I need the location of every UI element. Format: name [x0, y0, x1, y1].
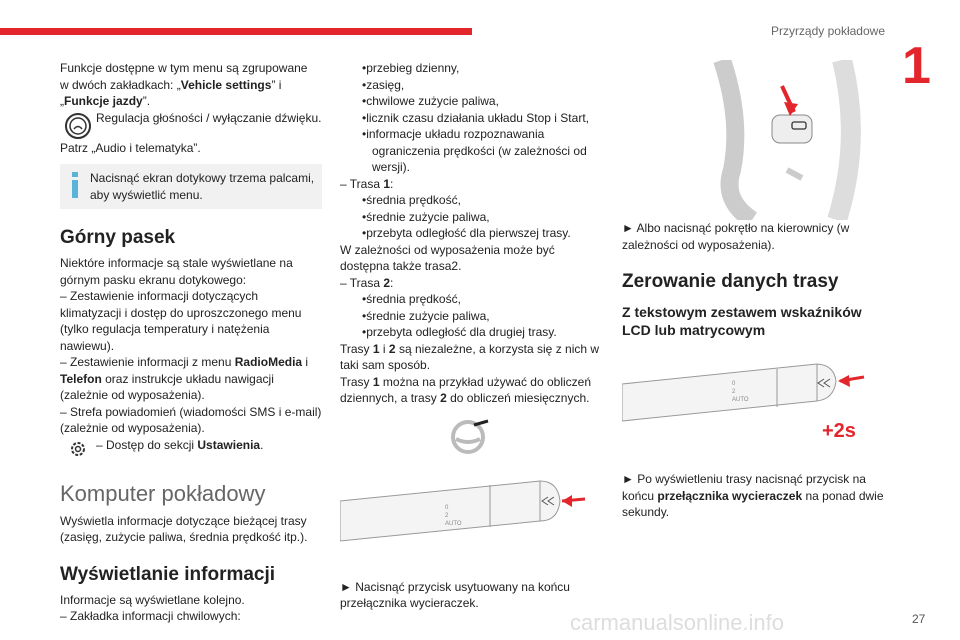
topbar-intro: Niektóre informacje są stale wyświetlane na górnym pasku ekranu dotykowego: [60, 256, 293, 287]
list-item: •średnia prędkość, [362, 292, 461, 306]
settings-text: – Dostęp do sekcji Ustawienia. [96, 437, 264, 452]
watermark: carmanualsonline.info [570, 610, 785, 635]
trip2-note: W zależności od wyposażenia może być dostępna także trasa2. [340, 242, 555, 273]
volume-knob-icon [64, 112, 92, 140]
steering-wheel-illustration [622, 60, 884, 220]
list-item: •chwilowe zużycie paliwa, [362, 94, 499, 108]
topbar-item-media: – Zestawienie informacji z menu RadioMedia i Telefon oraz instrukcje układu nawigacji (zależnie od wyposażenia). [60, 355, 309, 402]
topbar-heading: Górny pasek [60, 227, 176, 248]
see-audio-text: Patrz „Audio i telematyka”. [60, 140, 201, 155]
list-item: •licznik czasu działania układu Stop i Start, [362, 110, 589, 125]
trips-usage: Trasy 1 można na przykład używać do obliczeń dziennych, a trasy 2 do obliczeń miesięcznych. [340, 374, 592, 405]
svg-text:AUTO: AUTO [732, 397, 749, 403]
lcd-heading: Z tekstowym zestawem wskaźników LCD lub matrycowym [622, 304, 862, 338]
column-middle [340, 60, 605, 612]
list-item: •informacje układu rozpoznawania ograniczenia prędkości (w zależności od wersji). [362, 127, 587, 174]
wiper-stalk-illustration [340, 419, 605, 569]
display-heading: Wyświetlanie informacji [60, 563, 276, 585]
svg-text:0: 0 [732, 381, 736, 387]
section-title: Przyrządy pokładowe [770, 24, 885, 38]
trip1-list [340, 192, 605, 242]
after-display-text: ► Po wyświetleniu trasy nacisnąć przycisk na końcu przełącznika wycieraczek na ponad dwie sekundy. [622, 472, 884, 519]
wiper-stalk-reset-icon [622, 359, 884, 449]
computer-heading: Komputer pokładowy [60, 480, 266, 506]
list-item: •średnie zużycie paliwa, [362, 209, 490, 224]
svg-text:2: 2 [732, 389, 736, 395]
info-text: Nacisnąć ekran dotykowy trzema palcami, aby wyświetlić menu. [90, 171, 315, 202]
volume-text: Regulacja głośności / wyłączanie dźwięku. [96, 110, 322, 125]
topbar-item-climate: – Zestawienie informacji dotyczących klimatyzacji i dostęp do uproszczonego menu (tylko regulacja temperatury i natężenia nawiewu). [60, 289, 302, 353]
display-item: – Zakładka informacji chwilowych: [60, 609, 241, 623]
list-item: •średnie zużycie paliwa, [362, 308, 490, 323]
trip1-label: – Trasa 1: [340, 176, 394, 191]
volume-row [60, 110, 322, 140]
svg-text:AUTO: AUTO [445, 520, 462, 527]
column-left [60, 60, 322, 625]
steering-wheel-icon [450, 419, 490, 455]
intro-paragraph: Funkcje dostępne w tym menu są zgrupowane w dwóch zakładkach: „Vehicle settings” i „Funkcje jazdy”. [60, 61, 308, 108]
reset-stalk-illustration [622, 359, 884, 449]
steering-wheel-button-icon [622, 60, 884, 220]
press-button-text: ► Nacisnąć przycisk usytuowany na końcu przełącznika wycieraczek. [340, 579, 570, 610]
plus-2s-label: +2s [822, 420, 856, 442]
settings-row [60, 437, 322, 459]
list-item: •przebieg dzienny, [362, 61, 460, 75]
svg-text:0: 0 [445, 504, 449, 511]
svg-text:2: 2 [445, 512, 449, 519]
column-right [622, 60, 884, 521]
wiper-stalk-icon [340, 471, 590, 561]
trip2-label: – Trasa 2: [340, 275, 394, 290]
header-red-bar [0, 28, 472, 35]
list-item: •zasięg, [362, 77, 405, 92]
trips-independent: Trasy 1 i 2 są niezależne, a korzysta się z nich w taki sam sposób. [340, 341, 600, 372]
topbar-item-notifications: – Strefa powiadomień (wiadomości SMS i e-mail) (zależnie od wyposażenia). [60, 404, 322, 435]
list-item: •średnia prędkość, [362, 193, 461, 207]
wheel-press-text: ► Albo nacisnąć pokrętło na kierownicy (w zależności od wyposażenia). [622, 221, 850, 252]
chapter-number: 1 [902, 37, 931, 95]
instant-list [340, 60, 605, 176]
reset-heading: Zerowanie danych trasy [622, 271, 839, 292]
list-item: •przebyta odległość dla pierwszej trasy. [362, 226, 571, 240]
gear-icon [68, 439, 88, 459]
page-number: 27 [912, 612, 926, 626]
info-icon [70, 172, 80, 198]
list-item: •przebyta odległość dla drugiej trasy. [362, 325, 557, 339]
computer-text: Wyświetla informacje dotyczące bieżącej trasy (zasięg, zużycie paliwa, średnia prędkość itp.). [60, 513, 308, 544]
info-box [60, 164, 322, 209]
display-text: Informacje są wyświetlane kolejno. [60, 592, 245, 607]
trip2-list [340, 291, 605, 341]
